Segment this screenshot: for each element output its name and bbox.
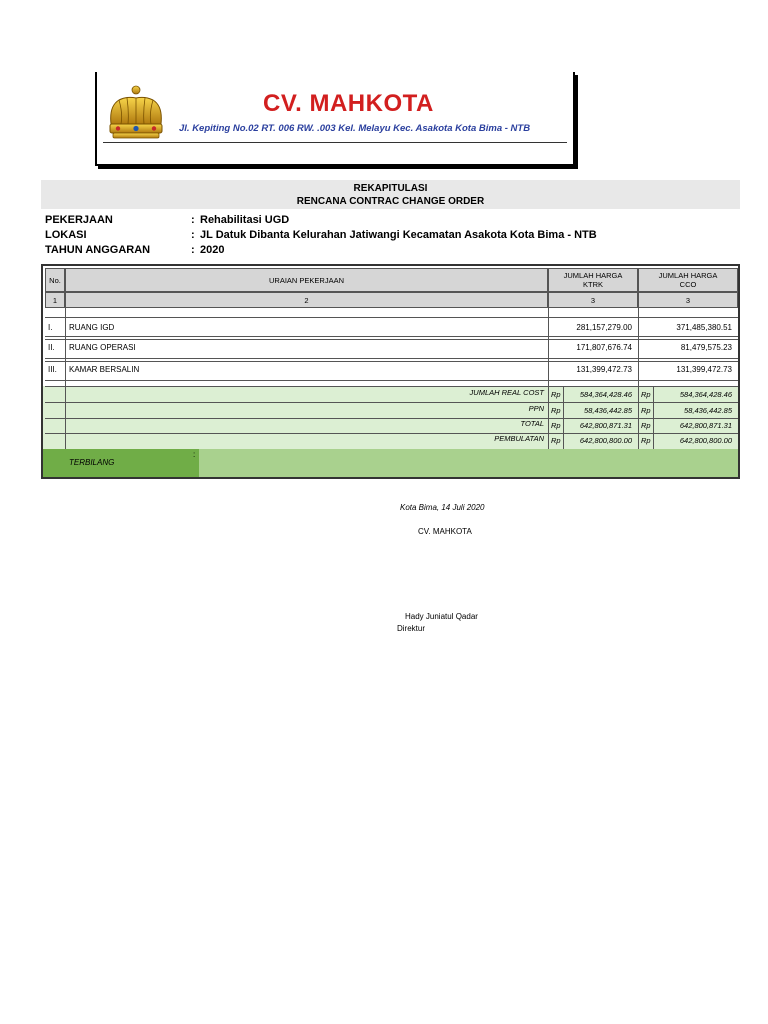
info-sep: :: [191, 214, 195, 226]
row-no: III.: [48, 365, 57, 374]
terbilang-value-cell: [199, 449, 738, 477]
colnum-uraian: 2: [65, 292, 548, 308]
place-date: Kota Bima, 14 Juli 2020: [400, 503, 485, 512]
letterhead: [95, 72, 575, 166]
header-cco: [638, 268, 738, 292]
summary-rp: Rp: [641, 421, 651, 430]
terbilang-label-cell: [43, 449, 199, 477]
row-name: KAMAR BERSALIN: [69, 365, 140, 374]
summary-rp: Rp: [551, 436, 561, 445]
info-value: 2020: [200, 244, 225, 256]
company-name: CV. MAHKOTA: [263, 90, 434, 117]
summary-rp: Rp: [641, 406, 651, 415]
terbilang-sep: :: [193, 450, 196, 459]
row-ktrk: 131,399,472.73: [576, 365, 632, 374]
info-label: LOKASI: [45, 229, 87, 241]
info-label: TAHUN ANGGARAN: [45, 244, 151, 256]
title-line-1: REKAPITULASI: [353, 183, 428, 194]
row-no: I.: [48, 323, 53, 332]
crown-icon: [105, 84, 167, 142]
summary-cco: 58,436,442.85: [684, 406, 732, 415]
document-title: [41, 180, 740, 209]
signatory-name: Hady Juniatul Qadar: [405, 612, 478, 621]
summary-cco: 584,364,428.46: [679, 390, 732, 399]
summary-ktrk: 642,800,871.31: [579, 421, 632, 430]
header-ktrk-line1: JUMLAH HARGA: [563, 271, 623, 280]
info-sep: :: [191, 229, 195, 241]
summary-ktrk: 584,364,428.46: [579, 390, 632, 399]
summary-cco: 642,800,871.31: [679, 421, 732, 430]
row-name: RUANG IGD: [69, 323, 115, 332]
signature-company: CV. MAHKOTA: [418, 527, 472, 536]
summary-label: TOTAL: [520, 419, 544, 428]
signatory-position: Direktur: [397, 624, 426, 633]
recap-table: [41, 264, 740, 479]
row-no: II.: [48, 343, 55, 352]
summary-rp: Rp: [551, 406, 561, 415]
row-ktrk: 281,157,279.00: [576, 323, 632, 332]
letterhead-divider: [103, 142, 567, 143]
info-value: JL Datuk Dibanta Kelurahan Jatiwangi Kecamatan Asakota Kota Bima - NTB: [200, 229, 597, 241]
info-label: PEKERJAAN: [45, 214, 113, 226]
row-name: RUANG OPERASI: [69, 343, 136, 352]
colnum-no: 1: [45, 292, 65, 308]
info-sep: :: [191, 244, 195, 256]
header-ktrk-line2: KTRK: [582, 280, 603, 289]
header-uraian: URAIAN PEKERJAAN: [65, 268, 548, 292]
summary-rp: Rp: [641, 436, 651, 445]
row-ktrk: 171,807,676.74: [576, 343, 632, 352]
summary-ktrk: 58,436,442.85: [584, 406, 632, 415]
row-cco: 81,479,575.23: [680, 343, 732, 352]
header-cco-line1: JUMLAH HARGA: [658, 271, 718, 280]
row-cco: 131,399,472.73: [676, 365, 732, 374]
info-value: Rehabilitasi UGD: [200, 214, 290, 226]
colnum-ktrk: 3: [548, 292, 638, 308]
header-no: No.: [45, 268, 65, 292]
summary-rp: Rp: [641, 390, 651, 399]
summary-label: PPN: [528, 404, 544, 413]
header-ktrk: [548, 268, 638, 292]
header-cco-line2: CCO: [679, 280, 697, 289]
terbilang-label: TERBILANG: [69, 458, 115, 467]
title-line-2: RENCANA CONTRAC CHANGE ORDER: [296, 196, 485, 207]
summary-rp: Rp: [551, 421, 561, 430]
row-cco: 371,485,380.51: [676, 323, 732, 332]
summary-ktrk: 642,800,800.00: [579, 436, 632, 445]
summary-label: PEMBULATAN: [494, 434, 544, 443]
summary-rp: Rp: [551, 390, 561, 399]
summary-cco: 642,800,800.00: [679, 436, 732, 445]
company-address: Jl. Kepiting No.02 RT. 006 RW. .003 Kel. Melayu Kec. Asakota Kota Bima - NTB: [179, 123, 531, 134]
summary-label: JUMLAH REAL COST: [469, 388, 544, 397]
colnum-cco: 3: [638, 292, 738, 308]
